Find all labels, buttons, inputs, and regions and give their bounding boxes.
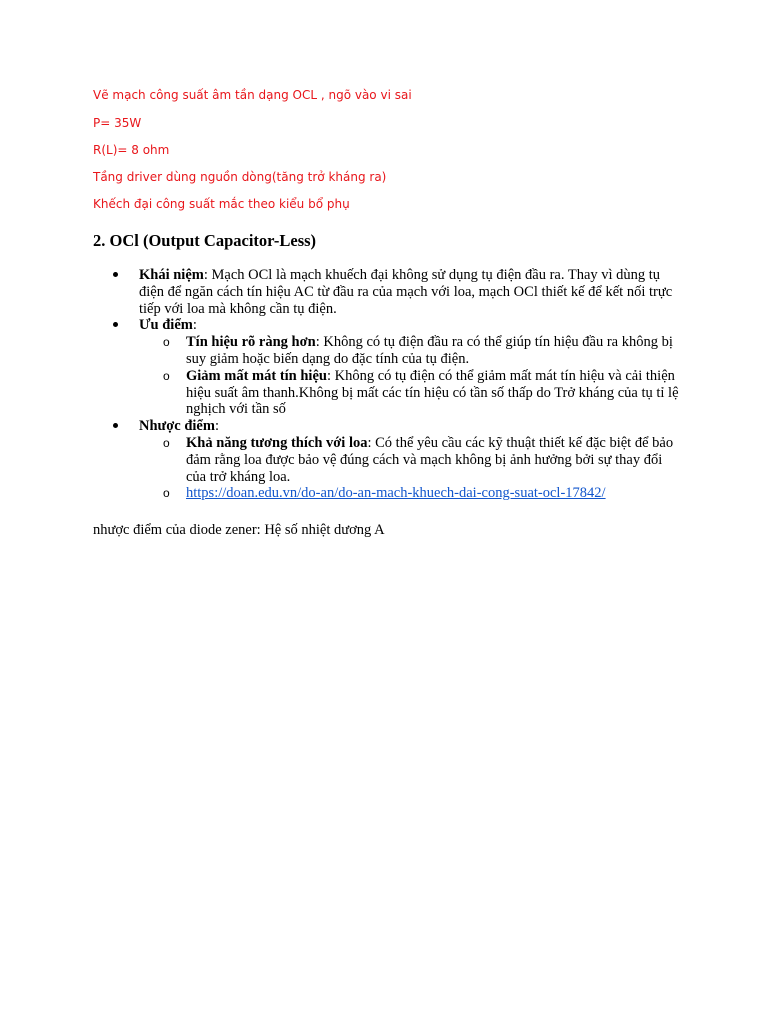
bullet-icon <box>113 418 133 435</box>
bullet-list <box>93 267 683 502</box>
zener-note: nhược điểm của diode zener: Hệ số nhiệt dương A <box>93 522 385 538</box>
signal-loss-term: Giảm mất mát tín hiệu <box>186 367 327 384</box>
clear-signal-text: : Không có tụ điện đầu ra có thể giúp tín hiệu đầu ra không bị suy giảm hoặc biến dạng do đặc tính của tụ điện. <box>186 334 673 367</box>
list-item-advantages <box>93 317 683 334</box>
note-driver: Tầng driver dùng nguồn dòng(tăng trở kháng ra) <box>93 170 387 184</box>
hollow-bullet-icon: o <box>163 335 170 350</box>
concept-text: Mạch OCl là mạch khuếch đại không sử dụng tụ điện đầu ra. Thay vì dùng tụ điện để ngăn cách tín hiệu AC từ đầu ra của mạch với loa, mạch OCl thiết kế để kết nối trực tiếp với loa mà không cần tụ điện. <box>139 267 673 317</box>
list-item-link <box>93 485 683 502</box>
list-item-speaker-compat <box>93 435 683 485</box>
advantages-term: Ưu điểm <box>139 317 193 334</box>
concept-term: Khái niệm <box>139 267 204 283</box>
hollow-bullet-icon: o <box>163 368 170 383</box>
note-load: R(L)= 8 ohm <box>93 143 170 157</box>
list-item-concept <box>93 267 683 317</box>
bullet-icon <box>113 267 133 284</box>
clear-signal-term: Tín hiệu rõ ràng hơn <box>186 334 316 351</box>
disadvantages-term: Nhược điểm <box>139 418 215 435</box>
note-power: P= 35W <box>93 116 142 130</box>
reference-link[interactable]: https://doan.edu.vn/do-an/do-an-mach-khuech-dai-cong-suat-ocl-17842/ <box>186 485 606 502</box>
section-heading: 2. OCl (Output Capacitor-Less) <box>93 231 317 250</box>
list-item-signal-loss <box>93 368 683 418</box>
note-title: Vẽ mạch công suất âm tần dạng OCL , ngõ vào vi sai <box>93 88 412 102</box>
list-item-clear-signal <box>93 334 683 368</box>
concept-sep: : <box>203 267 208 283</box>
bullet-icon <box>113 317 133 334</box>
note-amplifier: Khếch đại công suất mắc theo kiểu bổ phụ <box>93 197 350 211</box>
signal-loss-text: : Không có tụ điện có thể giảm mất mát tín hiệu và cải thiện hiệu suất âm thanh.Không bị mất các tín hiệu có tần số thấp do Trở kháng của tụ tỉ lệ nghịch với tần số <box>186 367 679 418</box>
hollow-bullet-icon: o <box>163 435 170 450</box>
speaker-compat-term: Khả năng tương thích với loa <box>186 434 368 451</box>
speaker-compat-text: : Có thể yêu cầu các kỹ thuật thiết kế đặc biệt để bảo đảm rằng loa được bảo vệ đúng cách và mạch không bị ảnh hưởng bởi sự thay đổi của trở kháng loa. <box>186 434 674 485</box>
disadvantages-sep: : <box>214 418 219 435</box>
list-item-disadvantages <box>93 418 683 435</box>
advantages-sep: : <box>192 317 197 334</box>
hollow-bullet-icon: o <box>163 486 170 501</box>
